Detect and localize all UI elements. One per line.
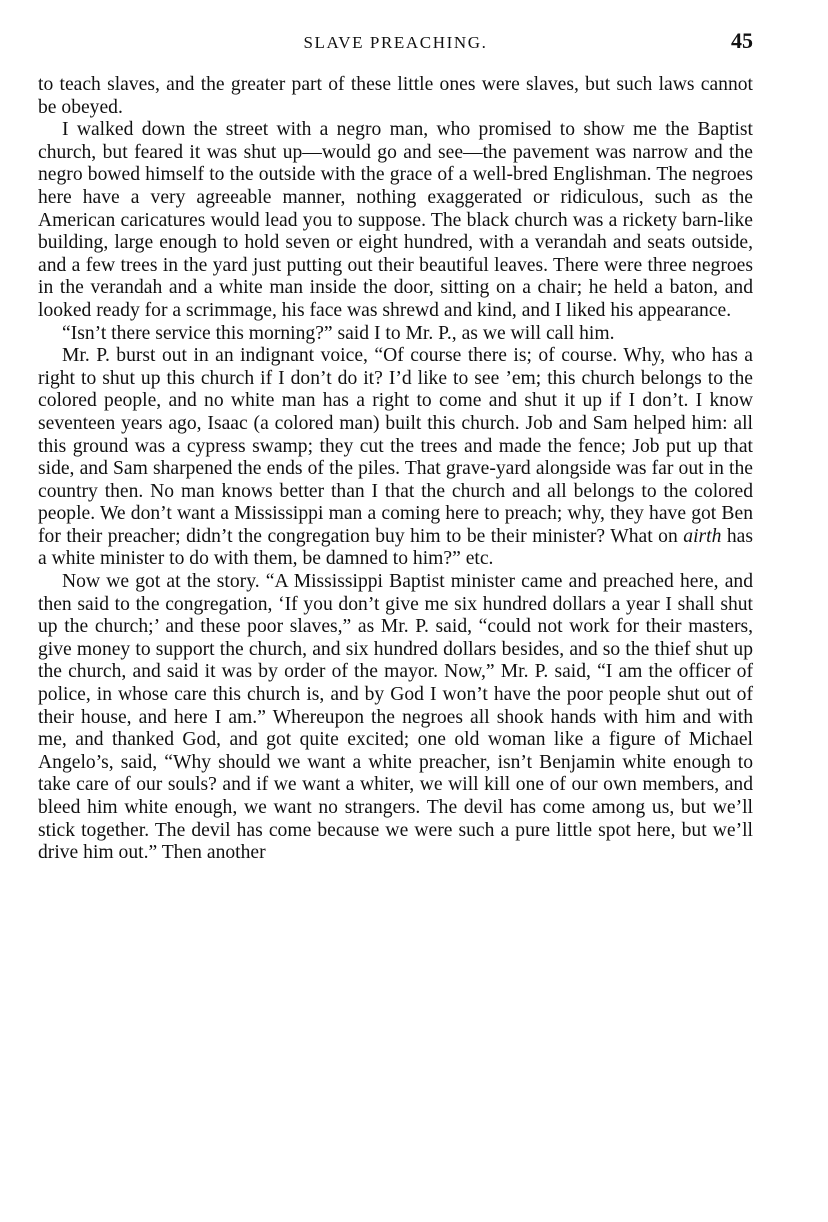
paragraph-mr-p-reply [38, 345, 753, 571]
paragraph-text-part: has a white minister to do with them, be damned to him?” etc. [38, 525, 753, 570]
running-title: SLAVE PREACHING. [303, 33, 488, 52]
body-text [38, 74, 753, 865]
paragraph-continued: to teach slaves, and the greater part of these little ones were slaves, but such laws cannot be obeyed. [38, 74, 753, 118]
italic-word: airth [683, 525, 722, 547]
running-head [38, 28, 753, 58]
page-number: 45 [731, 28, 753, 53]
paragraph-question: “Isn’t there service this morning?” said I to Mr. P., as we will call him. [62, 322, 615, 344]
paragraph-walk-to-church: I walked down the street with a negro man, who promised to show me the Baptist church, but feared it was shut up—would go and see—the pavement was narrow and the negro bowed himself to the outside with the grace of a well-bred Englishman. The negroes here have a very agreeable manner, nothing exaggerated or ridiculous, such as the American caricatures would lead you to suppose. The black church was a rickety barn-like building, large enough to hold seven or eight hundred, with a verandah and seats outside, and a few trees in the yard just putting out their beautiful leaves. There were three negroes in the verandah and a white man inside the door, sitting on a chair; he held a baton, and looked ready for a scrimmage, his face was shrewd and kind, and I liked his appearance. [38, 119, 753, 321]
paragraph-story: Now we got at the story. “A Mississippi Baptist minister came and preached here, and then said to the congregation, ‘If you don’t give me six hundred dollars a year I shall shut up the church;’ and these poor slaves,” as Mr. P. said, “could not work for their masters, give money to support the church, and six hundred dollars besides, and so the thief shut up the church, and said it was by order of the mayor. Now,” Mr. P. said, “I am the officer of police, in whose care this church is, and by God I won’t have the poor people shut out of their house, and here I am.” Whereupon the negroes all shook hands with him and with me, and thanked God, and got quite excited; one old woman like a figure of Michael Angelo’s, said, “Why should we want a white preacher, isn’t Benjamin white enough to take care of our souls? and if we want a whiter, we will kill one of our own members, and bleed him white enough, we want no strangers. The devil has come among us, but we’ll stick together. The devil has come because we were such a pure little spot here, but we’ll drive him out.” Then another [38, 571, 753, 864]
paragraph-text-part: Mr. P. burst out in an indignant voice, “Of course there is; of course. Why, who has a right to shut up this church if I don’t do it? I’d like to see ’em; this church belongs to the colored people, and no white man has a right to come and shut it up if I don’t. I know seventeen years ago, Isaac (a colored man) built this church. Job and Sam helped him: all this ground was a cypress swamp; they cut the trees and made the fence; Job put up that side, and Sam sharpened the ends of the piles. That grave-yard alongside was far out in the country then. No man knows better than I that the church and all belongs to the colored people. We don’t want a Mississippi man a coming here to preach; why, they have got Ben for their preacher; didn’t the congregation buy him to be their minister? What on [38, 345, 753, 547]
